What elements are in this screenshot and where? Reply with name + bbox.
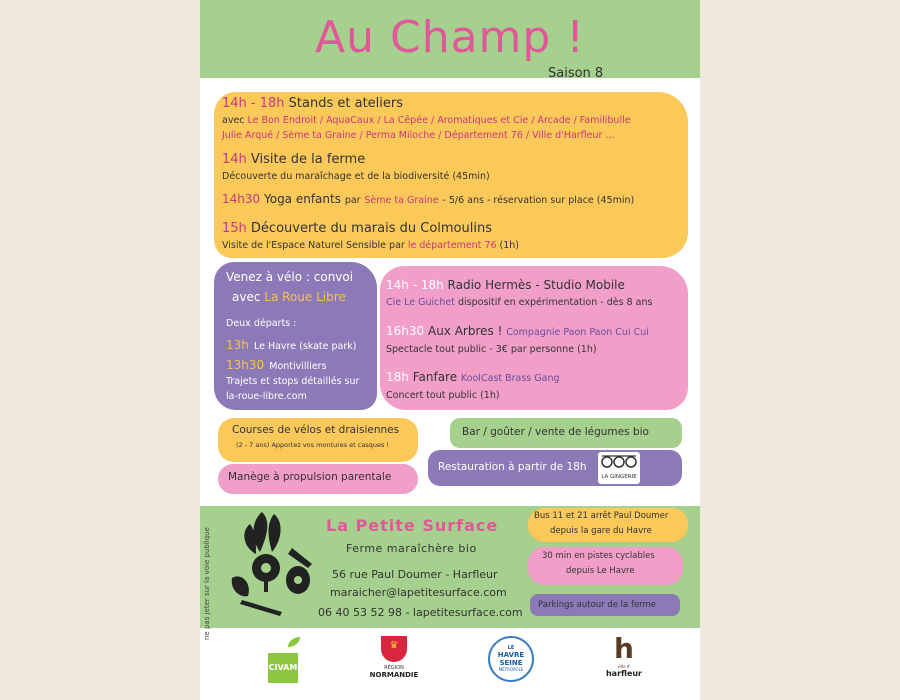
radio-heading: 14h - 18h Radio Hermès - Studio Mobile [386,278,625,292]
farm-address: 56 rue Paul Doumer - Harfleur [332,568,498,581]
lhsm-havre: HAVRE [497,651,525,659]
bus-line2: depuis la gare du Havre [550,526,652,536]
lhsm-metropole: MÉTROPOLE [498,667,524,672]
courses-sub: (2 - 7 ans) Apportez vos montures et casques ! [236,441,390,449]
visite-desc: Découverte du maraîchage et de la biodiversité (45min) [222,171,490,182]
fanfare-heading: 18h Fanfare KoolCast Brass Gang [386,370,560,384]
velo-depart-2: 13h30 Montivilliers [226,358,327,372]
marais-desc: Visite de l'Espace Naturel Sensible par le département 76 (1h) [222,240,520,251]
poster [200,0,700,700]
arbres-desc: Spectacle tout public - 3€ par personne (1h) [386,344,597,355]
gingerie-icon [598,452,640,474]
leaf-icon [268,635,304,649]
normandie-logo [366,636,422,686]
normandie-label: NORMANDIE [369,671,419,679]
stands-line1: avec Le Bon Endroit / AquaCaux / La Cêpée / Aromatiques et Cie / Arcade / Familibulle [222,115,631,126]
velo-line1: Venez à vélo : convoi [226,270,354,284]
bus-line1: Bus 11 et 21 arrêt Paul Doumer [534,511,669,521]
farm-phone-web[interactable]: 06 40 53 52 98 - lapetitesurface.com [318,606,523,619]
vertical-note: ne pas jeter sur la voie publique [203,527,211,640]
bike-line1: 30 min en pistes cyclables [542,551,655,561]
civam-label: CIVAM [268,653,298,683]
harfleur-logo [604,634,644,684]
lhsm-seine: SEINE [499,659,523,667]
bar-label: Bar / goûter / vente de légumes bio [462,426,649,438]
farm-email[interactable]: maraicher@lapetitesurface.com [330,586,507,599]
manege-label: Manège à propulsion parentale [228,471,392,483]
marais-heading: 15h Découverte du marais du Colmoulins [222,221,492,236]
velo-departs: Deux départs : [226,318,297,329]
season-label: Saison 8 [548,66,604,81]
velo-info2[interactable]: la-roue-libre.com [226,391,307,402]
harfleur-label: harfleur [605,669,643,678]
visite-heading: 14h Visite de la ferme [222,152,366,167]
velo-line2: avec La Roue Libre [232,290,346,304]
parking-label: Parkings autour de la ferme [538,600,657,610]
vegetables-illustration [222,508,322,618]
courses-title: Courses de vélos et draisiennes [232,424,400,436]
stands-heading: 14h - 18h Stands et ateliers [222,96,404,111]
lhsm-le: LE [507,645,515,651]
restauration-label: Restauration à partir de 18h [438,461,587,473]
lhsm-logo [488,636,534,682]
region-label: RÉGION [384,665,404,671]
bike-line2: depuis Le Havre [566,566,635,576]
gingerie-logo [598,452,640,484]
harfleur-small: ville d' [617,664,631,669]
velo-info1: Trajets et stops détaillés sur [226,376,360,387]
yoga-line: 14h30 Yoga enfants par Sème ta Graine - 5/6 ans - réservation sur place (45min) [222,192,635,206]
fanfare-desc: Concert tout public (1h) [386,390,500,401]
civam-logo [268,634,304,680]
gingerie-label: LA GINGERIE [601,474,637,480]
farm-type: Ferme maraîchère bio [346,542,477,555]
velo-depart-1: 13h Le Havre (skate park) [226,338,357,352]
normandie-shield-icon: ♛ [381,636,407,662]
farm-name: La Petite Surface [326,516,499,535]
harfleur-h: h [614,632,634,665]
arbres-heading: 16h30 Aux Arbres ! Compagnie Paon Paon Cui Cui [386,324,649,338]
stands-line2: Julie Arqué / Sème ta Graine / Perma Miloche / Département 76 / Ville d'Harfleur ... [222,130,615,141]
radio-desc: Cie Le Guichet dispositif en expérimentation - dès 8 ans [386,297,653,308]
poster-title: Au Champ ! [315,12,585,63]
